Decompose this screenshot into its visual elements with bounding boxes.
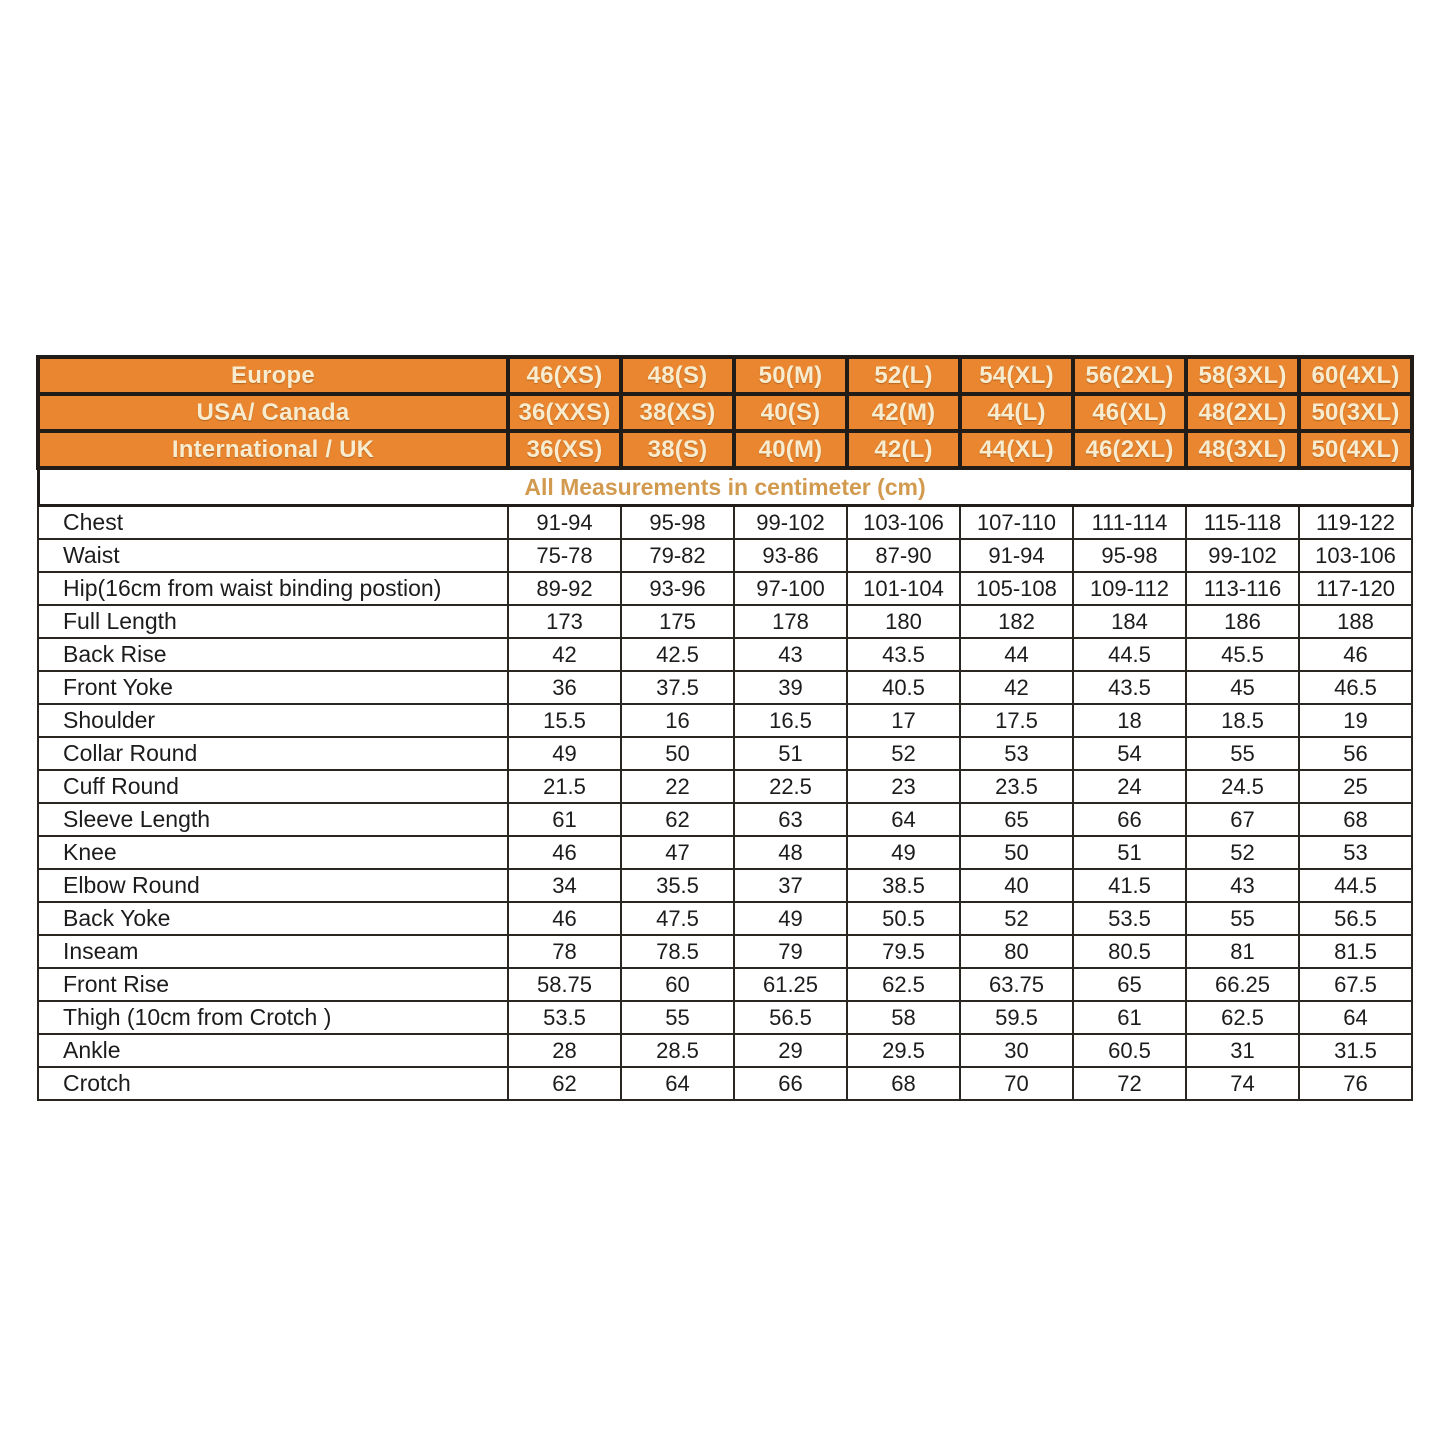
measurement-value: 22	[621, 770, 734, 803]
measurements-note: All Measurements in centimeter (cm)	[38, 468, 1412, 506]
measurement-value: 109-112	[1073, 572, 1186, 605]
measurement-value: 43	[1186, 869, 1299, 902]
table-row	[38, 638, 1412, 671]
measurement-value: 46	[508, 836, 621, 869]
measurement-value: 49	[847, 836, 960, 869]
measurement-value: 182	[960, 605, 1073, 638]
measurement-value: 64	[1299, 1001, 1412, 1034]
measurement-value: 91-94	[960, 539, 1073, 572]
measurement-value: 23.5	[960, 770, 1073, 803]
measurement-value: 99-102	[1186, 539, 1299, 572]
measurement-value: 43.5	[847, 638, 960, 671]
measurement-value: 40	[960, 869, 1073, 902]
size-value-cell: 46(XL)	[1073, 394, 1186, 431]
size-value-cell: 54(XL)	[960, 357, 1073, 394]
measurement-value: 16	[621, 704, 734, 737]
size-value-cell: 52(L)	[847, 357, 960, 394]
size-system-label: USA/ Canada	[38, 394, 508, 431]
measurement-value: 53	[960, 737, 1073, 770]
size-value-cell: 48(2XL)	[1186, 394, 1299, 431]
size-value-cell: 40(S)	[734, 394, 847, 431]
measurement-value: 35.5	[621, 869, 734, 902]
measurement-value: 62	[621, 803, 734, 836]
measurement-label: Front Yoke	[38, 671, 508, 704]
size-value-cell: 40(M)	[734, 431, 847, 468]
measurement-value: 53.5	[508, 1001, 621, 1034]
measurement-label: Elbow Round	[38, 869, 508, 902]
measurement-value: 42	[960, 671, 1073, 704]
measurement-value: 103-106	[1299, 539, 1412, 572]
measurement-value: 80.5	[1073, 935, 1186, 968]
size-value-cell: 50(3XL)	[1299, 394, 1412, 431]
measurement-value: 184	[1073, 605, 1186, 638]
measurement-value: 78.5	[621, 935, 734, 968]
measurement-value: 79	[734, 935, 847, 968]
measurement-value: 81.5	[1299, 935, 1412, 968]
size-value-cell: 44(XL)	[960, 431, 1073, 468]
measurement-value: 67.5	[1299, 968, 1412, 1001]
size-value-cell: 48(3XL)	[1186, 431, 1299, 468]
measurement-value: 56.5	[1299, 902, 1412, 935]
measurement-value: 43.5	[1073, 671, 1186, 704]
size-value-cell: 48(S)	[621, 357, 734, 394]
measurement-value: 44.5	[1073, 638, 1186, 671]
measurement-value: 23	[847, 770, 960, 803]
table-row	[38, 968, 1412, 1001]
table-row	[38, 1001, 1412, 1034]
measurement-value: 60	[621, 968, 734, 1001]
table-row	[38, 572, 1412, 605]
measurement-value: 40.5	[847, 671, 960, 704]
measurement-value: 29	[734, 1034, 847, 1067]
size-value-cell: 56(2XL)	[1073, 357, 1186, 394]
measurement-value: 52	[847, 737, 960, 770]
measurement-value: 70	[960, 1067, 1073, 1100]
measurement-value: 64	[847, 803, 960, 836]
measurement-value: 53.5	[1073, 902, 1186, 935]
measurement-value: 65	[960, 803, 1073, 836]
measurement-value: 80	[960, 935, 1073, 968]
table-row	[38, 539, 1412, 572]
measurement-value: 44	[960, 638, 1073, 671]
measurement-value: 60.5	[1073, 1034, 1186, 1067]
measurement-label: Thigh (10cm from Crotch )	[38, 1001, 508, 1034]
measurement-value: 54	[1073, 737, 1186, 770]
measurement-value: 81	[1186, 935, 1299, 968]
measurement-value: 87-90	[847, 539, 960, 572]
measurement-value: 46	[508, 902, 621, 935]
measurement-value: 28	[508, 1034, 621, 1067]
measurement-value: 17	[847, 704, 960, 737]
size-value-cell: 36(XS)	[508, 431, 621, 468]
size-value-cell: 44(L)	[960, 394, 1073, 431]
table-row	[38, 902, 1412, 935]
size-value-cell: 50(4XL)	[1299, 431, 1412, 468]
measurement-value: 61.25	[734, 968, 847, 1001]
measurement-value: 58.75	[508, 968, 621, 1001]
table-row	[38, 869, 1412, 902]
measurement-label: Collar Round	[38, 737, 508, 770]
table-row	[38, 770, 1412, 803]
measurement-value: 173	[508, 605, 621, 638]
measurement-value: 42.5	[621, 638, 734, 671]
measurement-value: 79.5	[847, 935, 960, 968]
size-system-header-row	[38, 394, 1412, 431]
measurement-value: 18	[1073, 704, 1186, 737]
measurement-value: 36	[508, 671, 621, 704]
measurement-label: Inseam	[38, 935, 508, 968]
size-value-cell: 42(M)	[847, 394, 960, 431]
table-row	[38, 737, 1412, 770]
measurement-value: 74	[1186, 1067, 1299, 1100]
measurement-label: Front Rise	[38, 968, 508, 1001]
size-system-label: International / UK	[38, 431, 508, 468]
measurement-value: 31.5	[1299, 1034, 1412, 1067]
measurement-value: 51	[1073, 836, 1186, 869]
measurement-value: 75-78	[508, 539, 621, 572]
measurement-value: 103-106	[847, 506, 960, 540]
measurement-value: 63.75	[960, 968, 1073, 1001]
measurement-value: 61	[1073, 1001, 1186, 1034]
size-value-cell: 58(3XL)	[1186, 357, 1299, 394]
measurement-value: 115-118	[1186, 506, 1299, 540]
measurement-value: 16.5	[734, 704, 847, 737]
table-body	[38, 357, 1412, 1100]
measurement-value: 21.5	[508, 770, 621, 803]
measurement-value: 72	[1073, 1067, 1186, 1100]
measurement-value: 52	[1186, 836, 1299, 869]
measurement-value: 93-96	[621, 572, 734, 605]
measurement-value: 113-116	[1186, 572, 1299, 605]
table-row	[38, 671, 1412, 704]
size-value-cell: 60(4XL)	[1299, 357, 1412, 394]
table-row	[38, 935, 1412, 968]
measurement-value: 25	[1299, 770, 1412, 803]
measurement-value: 188	[1299, 605, 1412, 638]
measurement-value: 64	[621, 1067, 734, 1100]
measurement-value: 56	[1299, 737, 1412, 770]
table-row	[38, 506, 1412, 540]
measurements-note-row	[38, 468, 1412, 506]
size-system-header-row	[38, 357, 1412, 394]
measurement-value: 46	[1299, 638, 1412, 671]
measurement-value: 50.5	[847, 902, 960, 935]
measurement-value: 28.5	[621, 1034, 734, 1067]
measurement-value: 43	[734, 638, 847, 671]
size-value-cell: 38(XS)	[621, 394, 734, 431]
measurement-value: 67	[1186, 803, 1299, 836]
measurement-value: 66	[734, 1067, 847, 1100]
measurement-value: 24	[1073, 770, 1186, 803]
measurement-value: 38.5	[847, 869, 960, 902]
measurement-value: 15.5	[508, 704, 621, 737]
measurement-label: Full Length	[38, 605, 508, 638]
measurement-value: 62.5	[1186, 1001, 1299, 1034]
measurement-value: 68	[1299, 803, 1412, 836]
measurement-value: 107-110	[960, 506, 1073, 540]
measurement-value: 56.5	[734, 1001, 847, 1034]
size-value-cell: 50(M)	[734, 357, 847, 394]
measurement-value: 99-102	[734, 506, 847, 540]
measurement-value: 89-92	[508, 572, 621, 605]
measurement-value: 58	[847, 1001, 960, 1034]
measurement-label: Waist	[38, 539, 508, 572]
measurement-value: 76	[1299, 1067, 1412, 1100]
measurement-value: 39	[734, 671, 847, 704]
measurement-value: 55	[1186, 737, 1299, 770]
measurement-value: 46.5	[1299, 671, 1412, 704]
size-value-cell: 46(XS)	[508, 357, 621, 394]
measurement-value: 175	[621, 605, 734, 638]
measurement-value: 45.5	[1186, 638, 1299, 671]
measurement-value: 37	[734, 869, 847, 902]
measurement-value: 78	[508, 935, 621, 968]
size-system-label: Europe	[38, 357, 508, 394]
measurement-value: 18.5	[1186, 704, 1299, 737]
measurement-value: 55	[621, 1001, 734, 1034]
measurement-value: 30	[960, 1034, 1073, 1067]
measurement-value: 52	[960, 902, 1073, 935]
size-value-cell: 36(XXS)	[508, 394, 621, 431]
measurement-value: 50	[960, 836, 1073, 869]
measurement-label: Back Yoke	[38, 902, 508, 935]
measurement-value: 55	[1186, 902, 1299, 935]
measurement-value: 61	[508, 803, 621, 836]
measurement-value: 62.5	[847, 968, 960, 1001]
measurement-value: 65	[1073, 968, 1186, 1001]
measurement-value: 79-82	[621, 539, 734, 572]
measurement-value: 95-98	[621, 506, 734, 540]
measurement-label: Chest	[38, 506, 508, 540]
measurement-label: Back Rise	[38, 638, 508, 671]
measurement-value: 37.5	[621, 671, 734, 704]
measurement-value: 105-108	[960, 572, 1073, 605]
measurement-value: 44.5	[1299, 869, 1412, 902]
measurement-label: Crotch	[38, 1067, 508, 1100]
measurement-value: 68	[847, 1067, 960, 1100]
table-row	[38, 605, 1412, 638]
table-row	[38, 1034, 1412, 1067]
measurement-value: 22.5	[734, 770, 847, 803]
size-chart-table	[36, 355, 1414, 1101]
measurement-value: 63	[734, 803, 847, 836]
measurement-value: 178	[734, 605, 847, 638]
size-value-cell: 46(2XL)	[1073, 431, 1186, 468]
measurement-value: 34	[508, 869, 621, 902]
measurement-value: 49	[508, 737, 621, 770]
measurement-value: 31	[1186, 1034, 1299, 1067]
measurement-label: Cuff Round	[38, 770, 508, 803]
measurement-value: 59.5	[960, 1001, 1073, 1034]
measurement-value: 41.5	[1073, 869, 1186, 902]
measurement-value: 24.5	[1186, 770, 1299, 803]
table-row	[38, 1067, 1412, 1100]
measurement-value: 47.5	[621, 902, 734, 935]
measurement-value: 66.25	[1186, 968, 1299, 1001]
table-row	[38, 803, 1412, 836]
measurement-value: 95-98	[1073, 539, 1186, 572]
measurement-label: Shoulder	[38, 704, 508, 737]
measurement-value: 19	[1299, 704, 1412, 737]
measurement-value: 49	[734, 902, 847, 935]
measurement-value: 97-100	[734, 572, 847, 605]
measurement-value: 42	[508, 638, 621, 671]
measurement-value: 117-120	[1299, 572, 1412, 605]
measurement-value: 66	[1073, 803, 1186, 836]
measurement-label: Ankle	[38, 1034, 508, 1067]
measurement-value: 91-94	[508, 506, 621, 540]
measurement-value: 186	[1186, 605, 1299, 638]
measurement-value: 51	[734, 737, 847, 770]
measurement-label: Hip(16cm from waist binding postion)	[38, 572, 508, 605]
size-value-cell: 38(S)	[621, 431, 734, 468]
measurement-label: Sleeve Length	[38, 803, 508, 836]
measurement-value: 62	[508, 1067, 621, 1100]
measurement-label: Knee	[38, 836, 508, 869]
measurement-value: 50	[621, 737, 734, 770]
measurement-value: 180	[847, 605, 960, 638]
table-row	[38, 836, 1412, 869]
measurement-value: 45	[1186, 671, 1299, 704]
measurement-value: 93-86	[734, 539, 847, 572]
measurement-value: 17.5	[960, 704, 1073, 737]
measurement-value: 47	[621, 836, 734, 869]
size-system-header-row	[38, 431, 1412, 468]
measurement-value: 101-104	[847, 572, 960, 605]
measurement-value: 48	[734, 836, 847, 869]
measurement-value: 111-114	[1073, 506, 1186, 540]
measurement-value: 119-122	[1299, 506, 1412, 540]
measurement-value: 53	[1299, 836, 1412, 869]
size-value-cell: 42(L)	[847, 431, 960, 468]
table-row	[38, 704, 1412, 737]
measurement-value: 29.5	[847, 1034, 960, 1067]
